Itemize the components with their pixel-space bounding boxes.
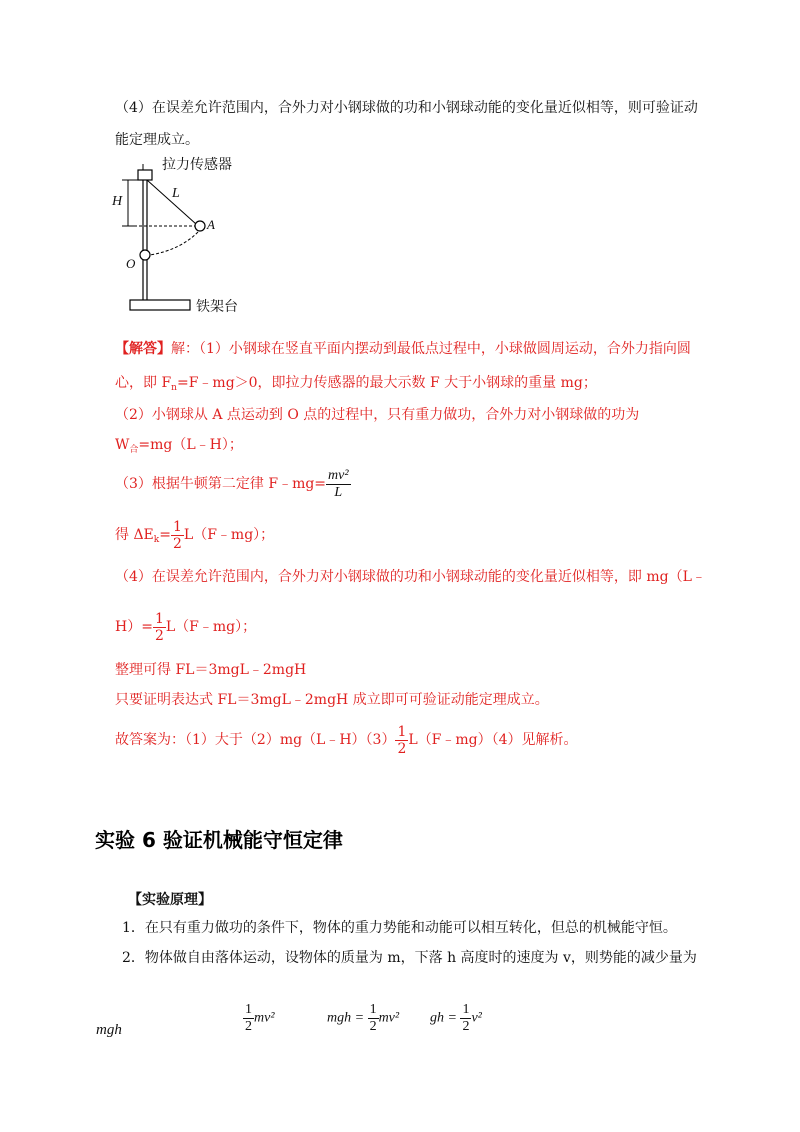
ke-den: 2: [245, 1019, 252, 1034]
p2b-pre: W: [115, 437, 130, 453]
eq2-den: 2: [462, 1019, 470, 1034]
frac-num: mv²: [328, 467, 349, 483]
pendulum-diagram: [110, 150, 270, 320]
eq1-num: 1: [369, 1002, 377, 1017]
eq2-tail: v²: [471, 1010, 482, 1026]
p3b-mid: =: [159, 527, 171, 543]
fraction-half-3: [395, 724, 408, 757]
ke-frac: [243, 1002, 254, 1035]
solution-line-10: 只要证明表达式 FL＝3mgL﹣2mgH 成立即可可验证动能定理成立。: [115, 692, 549, 708]
intro-line-1: （4）在误差允许范围内，合外力对小钢球做的功和小钢球动能的变化量近似相等，则可验证动: [115, 100, 698, 116]
label-H: H: [112, 194, 123, 209]
half-den-3: 2: [397, 740, 407, 757]
p3b-pre: 得 ΔE: [115, 527, 154, 543]
solution-line-2: [115, 373, 597, 398]
p2b-sub: 合: [129, 445, 139, 455]
p3b-sub: k: [153, 535, 160, 545]
p1b-pre: 心，即 F: [115, 375, 172, 391]
math-eq1: [327, 1002, 399, 1035]
eq2-num: 1: [462, 1002, 470, 1017]
solution-line-7: （4）在误差允许范围内，合外力对小钢球做的功和小钢球动能的变化量近似相等，即 mg（L﹣: [115, 569, 706, 585]
p3b-post: L（F﹣mg）；: [183, 527, 275, 543]
half-den-2: 2: [154, 627, 164, 644]
answer-line: [115, 720, 578, 760]
solution-line-9: 整理可得 FL＝3mgL﹣2mgH: [115, 662, 307, 678]
eq1-tail: mv²: [378, 1010, 400, 1026]
ans-post: L（F﹣mg）（4）见解析。: [408, 732, 578, 748]
math-eq2: [430, 1002, 482, 1035]
p3-pre: （3）根据牛顿第二定律 F﹣mg=: [115, 476, 327, 492]
solution-tag: 【解答】: [115, 341, 171, 357]
fraction-half-2: [153, 611, 166, 644]
fraction-half: [171, 519, 184, 552]
eq1-pre: mgh =: [327, 1010, 365, 1026]
math-mgh: mgh: [96, 1022, 122, 1038]
ke-num: 1: [245, 1002, 252, 1017]
subheading-principle: 【实验原理】: [128, 892, 212, 908]
p2b-post: =mg（L﹣H）；: [138, 437, 243, 453]
principle-item-2: 2．物体做自由落体运动，设物体的质量为 m，下落 h 高度时的速度为 v，则势能的减少量为: [122, 950, 697, 966]
ans-pre: 故答案为：（1）大于（2）mg（L﹣H）（3）: [115, 732, 396, 748]
solution-line-3: （2）小钢球从 A 点运动到 O 点的过程中，只有重力做功，合外力对小钢球做的功为: [115, 407, 640, 423]
solution-line-6: [115, 515, 274, 560]
eq2-pre: gh =: [430, 1010, 457, 1026]
p1b-sub: n: [171, 383, 177, 393]
eq1-den: 2: [369, 1019, 377, 1034]
eq2-frac: [460, 1002, 471, 1035]
solution-line-8: [115, 607, 256, 647]
fraction-mv2-over-L: [326, 468, 351, 501]
p1b-post: =F﹣mg＞0，即拉力传感器的最大示数 F 大于小钢球的重量 mg；: [176, 375, 597, 391]
math-ke: [243, 1002, 275, 1035]
half-num-2: 1: [154, 610, 164, 627]
half-num: 1: [172, 518, 182, 535]
solution-line-4: [115, 435, 243, 460]
principle-item-1: 1．在只有重力做功的条件下，物体的重力势能和动能可以相互转化，但总的机械能守恒。: [122, 920, 677, 936]
p4b-post: L（F﹣mg）；: [165, 619, 257, 635]
eq1-frac: [368, 1002, 379, 1035]
section-title: 实验 6 验证机械能守恒定律: [95, 828, 343, 852]
half-den: 2: [172, 535, 182, 552]
label-O: O: [126, 256, 136, 271]
sensor-label: 拉力传感器: [162, 157, 232, 173]
ke-tail: mv²: [254, 1010, 275, 1026]
label-L: L: [172, 186, 180, 201]
label-A: A: [207, 217, 215, 232]
solution-p1a: 解：（1）小钢球在竖直平面内摆动到最低点过程中，小球做圆周运动，合外力指向圆: [171, 341, 691, 357]
intro-line-2: 能定理成立。: [115, 132, 199, 148]
solution-line-1: [115, 339, 691, 359]
frac-den: L: [334, 484, 343, 500]
half-num-3: 1: [397, 723, 407, 740]
p4b-pre: H）=: [115, 619, 153, 635]
stand-label: 铁架台: [196, 299, 238, 315]
solution-line-5: [115, 464, 351, 504]
pendulum-figure: [110, 150, 270, 324]
